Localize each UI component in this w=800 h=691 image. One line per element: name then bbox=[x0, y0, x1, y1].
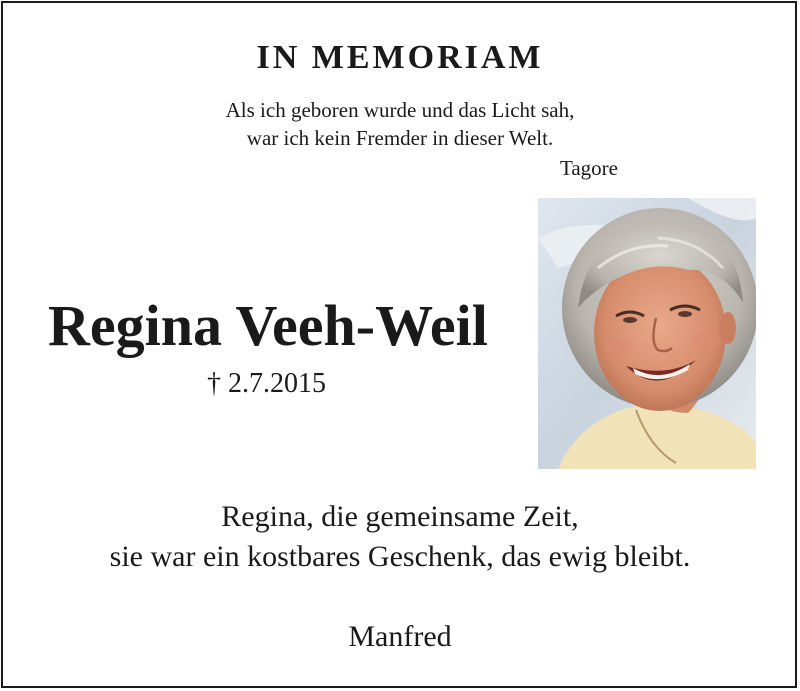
dedication bbox=[0, 497, 800, 577]
dedication-line-2: sie war ein kostbares Geschenk, das ewig bleibt. bbox=[109, 540, 691, 573]
notice-heading: IN MEMORIAM bbox=[256, 39, 544, 76]
portrait-photo bbox=[538, 198, 756, 469]
signature: Manfred bbox=[348, 620, 452, 653]
dedication-line-1: Regina, die gemeinsame Zeit, bbox=[221, 500, 579, 533]
quote bbox=[0, 96, 800, 152]
death-date: † 2.7.2015 bbox=[207, 368, 326, 399]
quote-author: Tagore bbox=[560, 156, 618, 180]
quote-line-2: war ich kein Fremder in dieser Welt. bbox=[246, 126, 554, 150]
quote-line-1: Als ich geboren wurde und das Licht sah, bbox=[225, 98, 575, 122]
deceased-name: Regina Veeh-Weil bbox=[48, 293, 488, 358]
